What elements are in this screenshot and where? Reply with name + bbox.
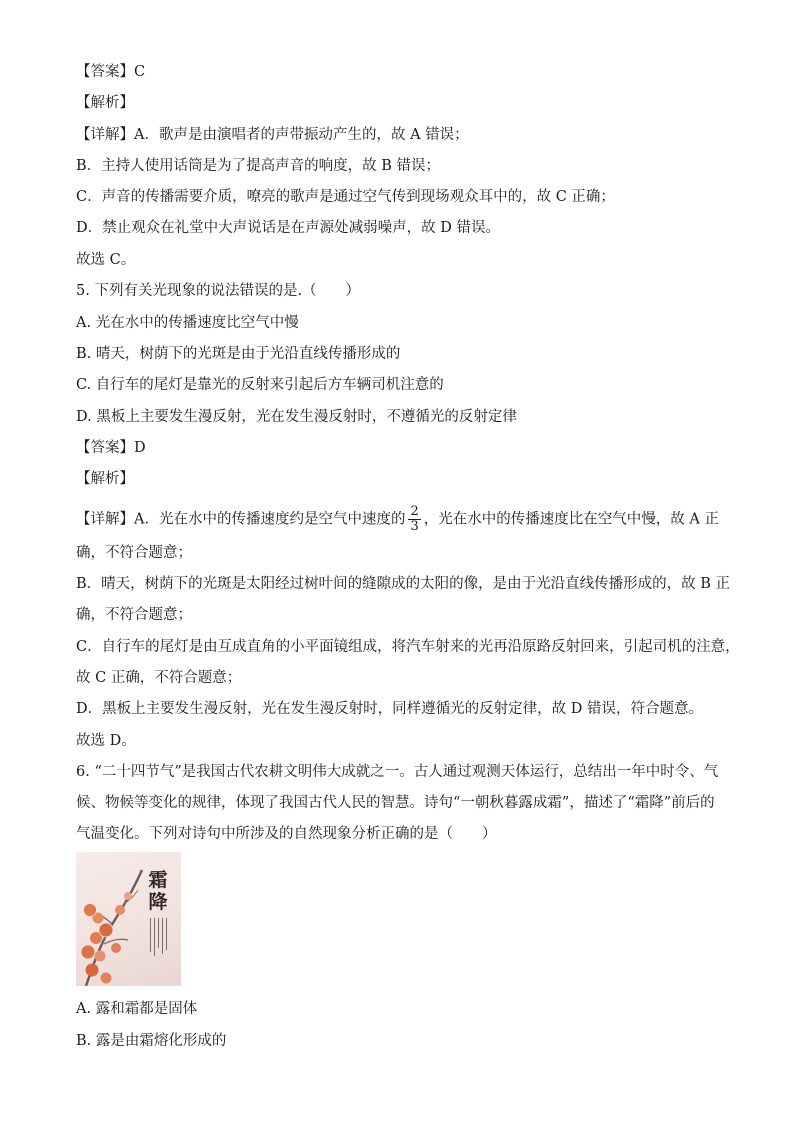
question-6-option-a: A. 露和霜都是固体 bbox=[76, 1001, 198, 1017]
question-6-stem-1: 6. “二十四节气”是我国古代农耕文明伟大成就之一。古人通过观测天体运行，总结出一年中时令、气 bbox=[76, 764, 719, 780]
question-5-option-b: B. 晴天，树荫下的光斑是由于光沿直线传播形成的 bbox=[76, 346, 401, 362]
explanation-c-q4: C．声音的传播需要介质，嘹亮的歌声是通过空气传到现场观众耳中的，故 C 正确； bbox=[76, 189, 615, 205]
poster-title-line2: 降 bbox=[148, 891, 168, 913]
analysis-label-q4: 【解析】 bbox=[76, 95, 134, 111]
explanation-d-q5: D．黑板上主要发生漫反射，光在发生漫反射时，同样遵循光的反射定律，故 D 错误，符合题意。 bbox=[76, 701, 703, 717]
explanation-a-q5-part1: 【详解】A．光在水中的传播速度约是空气中速度的 bbox=[76, 511, 406, 528]
answer-label-q5: 【答案】D bbox=[76, 440, 146, 456]
question-5-option-c: C. 自行车的尾灯是靠光的反射来引起后方车辆司机注意的 bbox=[76, 377, 444, 393]
explanation-a-q5 bbox=[76, 505, 719, 534]
question-6-option-b: B. 露是由霜熔化形成的 bbox=[76, 1033, 227, 1049]
explanation-d-q4: D．禁止观众在礼堂中大声说话是在声源处减弱噪声，故 D 错误。 bbox=[76, 220, 500, 236]
explanation-a-q4: 【详解】A．歌声是由演唱者的声带振动产生的，故 A 错误； bbox=[76, 127, 469, 143]
answer-label-q4: 【答案】C bbox=[76, 64, 146, 80]
explanation-a-q5-cont: 确，不符合题意； bbox=[76, 545, 192, 561]
analysis-label-q5: 【解析】 bbox=[76, 471, 134, 487]
fraction-two-thirds bbox=[408, 505, 420, 534]
conclusion-q5: 故选 D。 bbox=[76, 733, 136, 749]
frost-branch-illustration bbox=[76, 852, 181, 986]
question-5-option-a: A. 光在水中的传播速度比空气中慢 bbox=[76, 315, 299, 331]
question-6-stem-3: 气温变化。下列对诗句中所涉及的自然现象分析正确的是（ ） bbox=[76, 826, 497, 842]
question-6-stem-2: 候、物候等变化的规律，体现了我国古代人民的智慧。诗句“一朝秋暮露成霜”，描述了“霜降”前后的 bbox=[76, 795, 715, 811]
explanation-b-q4: B．主持人使用话筒是为了提高声音的响度，故 B 错误； bbox=[76, 158, 441, 174]
conclusion-q4: 故选 C。 bbox=[76, 252, 136, 268]
explanation-b-q5-cont: 确，不符合题意； bbox=[76, 607, 192, 623]
explanation-c-q5-cont: 故 C 正确，不符合题意； bbox=[76, 670, 242, 686]
poster-title-line1: 霜 bbox=[148, 869, 168, 891]
frost-descent-poster-image bbox=[76, 852, 181, 986]
question-5-option-d: D. 黑板上主要发生漫反射，光在发生漫反射时，不遵循光的反射定律 bbox=[76, 409, 517, 425]
fraction-numerator: 2 bbox=[410, 504, 419, 519]
question-5-stem: 5. 下列有关光现象的说法错误的是.（ ） bbox=[76, 283, 361, 299]
explanation-c-q5: C．自行车的尾灯是由互成直角的小平面镜组成，将汽车射来的光再沿原路反射回来，引起司机的注意， bbox=[76, 639, 740, 655]
fraction-denominator: 3 bbox=[410, 519, 419, 534]
explanation-a-q5-part2: ，光在水中的传播速度比在空气中慢，故 A 正 bbox=[423, 511, 719, 528]
explanation-b-q5: B．晴天，树荫下的光斑是太阳经过树叶间的缝隙成的太阳的像，是由于光沿直线传播形成的，故 B 正 bbox=[76, 576, 731, 592]
